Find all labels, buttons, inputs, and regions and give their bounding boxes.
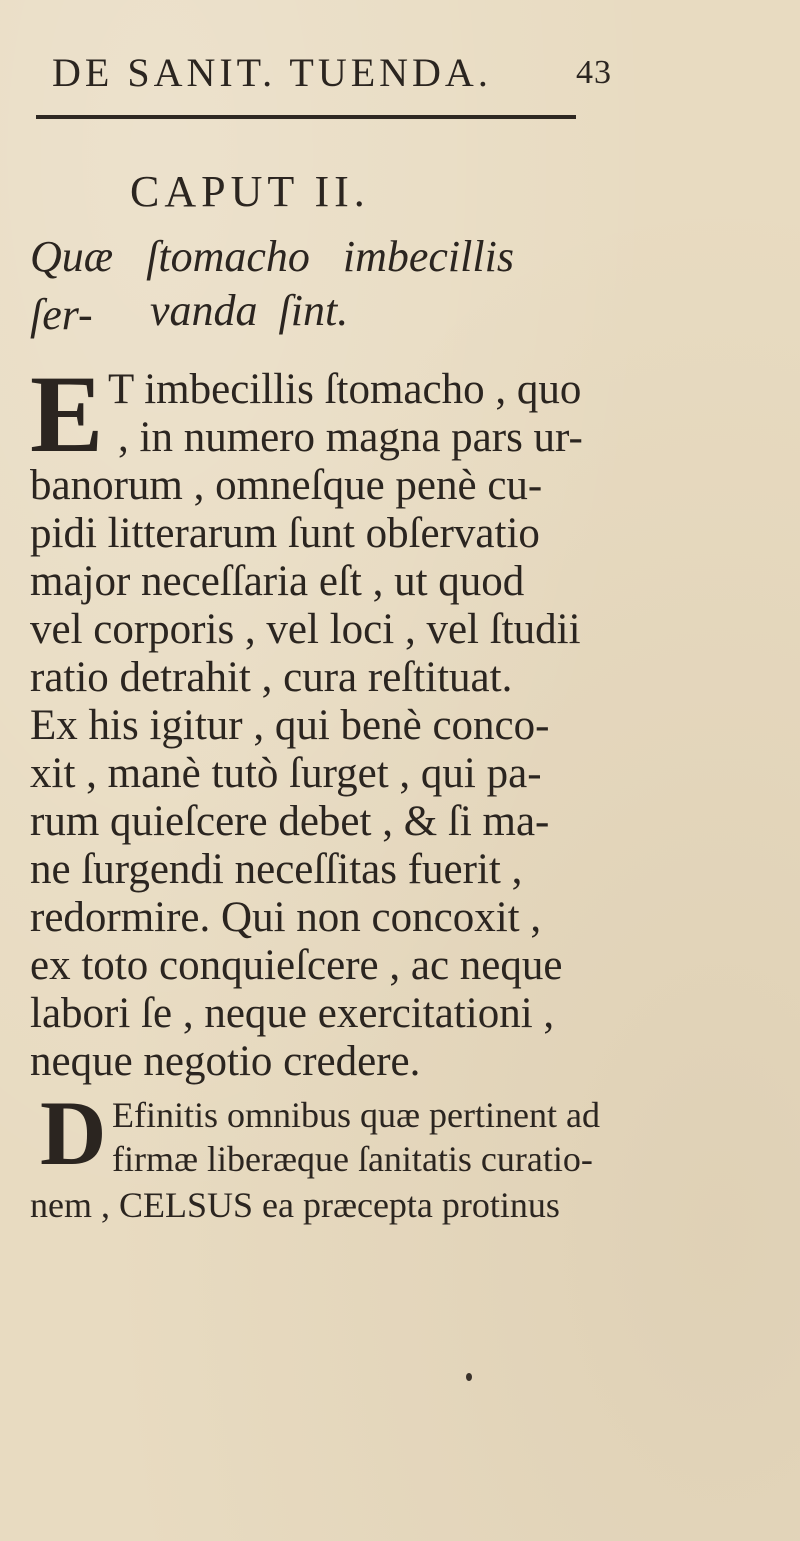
text-line: vel corporis , vel loci , vel ſtudii xyxy=(30,606,581,653)
text-line: T imbecillis ſtomacho , quo xyxy=(108,366,582,413)
drop-cap-d: D xyxy=(40,1082,107,1184)
paragraph-1 xyxy=(30,353,590,1085)
text-line: ex toto conquieſcere , ac neque xyxy=(30,942,563,989)
running-head xyxy=(52,48,612,98)
paragraph-2 xyxy=(30,1082,600,1248)
text-line: ne ſurgendi neceſſitas fuerit , xyxy=(30,846,523,893)
text-line: labori ſe , neque exercitationi , xyxy=(30,990,555,1037)
text-line: neque negotio credere. xyxy=(30,1038,421,1085)
text-line: major neceſſaria eſt , ut quod xyxy=(30,558,525,605)
drop-cap-e: E xyxy=(30,353,104,475)
chapter-subtitle xyxy=(30,228,590,348)
running-title: DE SANIT. TUENDA. xyxy=(52,50,492,95)
header-rule xyxy=(36,115,576,119)
text-line: firmæ liberæque ſanitatis curatio- xyxy=(112,1139,593,1179)
chapter-heading: CAPUT II. xyxy=(130,167,370,216)
text-line: rum quieſcere debet , & ſi ma- xyxy=(30,798,550,845)
text-line: ratio detrahit , cura reſtituat. xyxy=(30,654,513,701)
subtitle-line-1: Quæ ſtomacho imbecillis ſer- xyxy=(30,232,514,339)
text-line: xit , manè tutò ſurget , qui pa- xyxy=(30,750,542,797)
text-line: , in numero magna pars ur- xyxy=(118,414,583,461)
text-line: Ex his igitur , qui benè conco- xyxy=(30,702,550,749)
text-line: nem , CELSUS ea præcepta protinus xyxy=(30,1185,560,1225)
text-line: redormire. Qui non concoxit , xyxy=(30,894,542,941)
text-line: banorum , omneſque penè cu- xyxy=(30,462,543,509)
ink-speck xyxy=(466,1373,472,1381)
text-line: Efinitis omnibus quæ pertinent ad xyxy=(112,1095,600,1135)
text-line: pidi litterarum ſunt obſervatio xyxy=(30,510,540,557)
subtitle-line-2: vanda ſint. xyxy=(150,286,349,335)
page-number: 43 xyxy=(576,54,612,91)
